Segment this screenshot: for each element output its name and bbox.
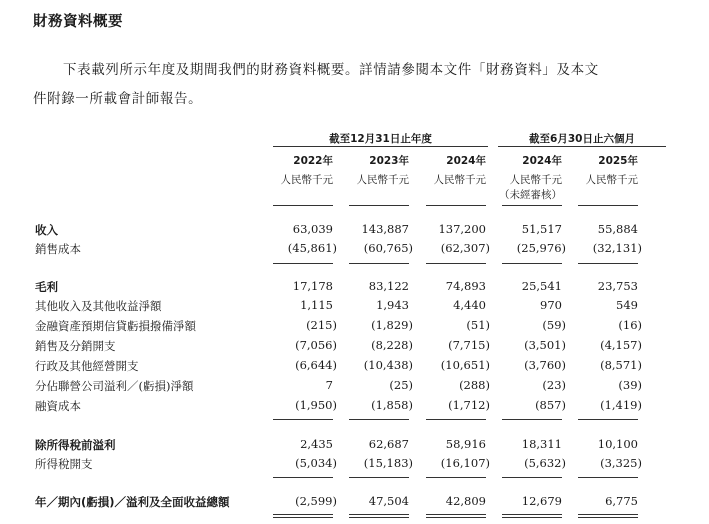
cell: (25) xyxy=(389,378,413,392)
cell: (3,501) xyxy=(524,338,566,352)
row-label-cost-of-sales: 銷售成本 xyxy=(35,242,81,256)
row-label-share-of-associates: 分佔聯營公司溢利／(虧損)淨額 xyxy=(35,379,194,393)
col-underline xyxy=(273,205,333,206)
cell: (3,325) xyxy=(600,456,642,470)
cell: (32,131) xyxy=(592,241,642,255)
cell: (5,034) xyxy=(295,456,337,470)
cell: (1,858) xyxy=(371,398,413,412)
cell: (5,632) xyxy=(524,456,566,470)
cell: 4,440 xyxy=(453,298,486,312)
cell: (2,599) xyxy=(295,494,337,508)
cell: (857) xyxy=(535,398,566,412)
cell: 23,753 xyxy=(597,279,638,293)
cell: (288) xyxy=(459,378,490,392)
cell: (15,183) xyxy=(363,456,413,470)
group-header-annual: 截至12月31日止年度 xyxy=(329,133,432,145)
group-underline-interim xyxy=(498,146,666,147)
cell: (10,651) xyxy=(440,358,490,372)
row-label-revenue: 收入 xyxy=(35,223,58,237)
cell: 55,884 xyxy=(597,222,638,236)
cell: (1,712) xyxy=(448,398,490,412)
cell: (39) xyxy=(618,378,642,392)
cell: (7,715) xyxy=(448,338,490,352)
intro-paragraph xyxy=(33,56,663,114)
cell: 47,504 xyxy=(368,494,409,508)
subtotal-rule xyxy=(349,419,409,420)
subtotal-rule xyxy=(349,477,409,478)
cell: 51,517 xyxy=(521,222,562,236)
col-year: 2025年 xyxy=(598,155,638,167)
cell: (3,760) xyxy=(524,358,566,372)
cell: (6,644) xyxy=(295,358,337,372)
intro-line-1: 下表載列所示年度及期間我們的財務資料概要。詳情請參閱本文件「財務資料」及本文 xyxy=(63,62,599,78)
cell: 25,541 xyxy=(521,279,562,293)
cell: 549 xyxy=(616,298,638,312)
cell: (10,438) xyxy=(363,358,413,372)
cell: (8,228) xyxy=(371,338,413,352)
col-unit: 人民幣千元 xyxy=(280,174,333,186)
col-underline xyxy=(426,205,486,206)
row-label-gross-profit: 毛利 xyxy=(35,280,58,294)
total-double-rule xyxy=(578,514,638,518)
subtotal-rule xyxy=(578,477,638,478)
cell: 10,100 xyxy=(597,437,638,451)
group-underline-annual xyxy=(273,146,488,147)
cell: (59) xyxy=(542,318,566,332)
cell: 1,115 xyxy=(300,298,333,312)
subtotal-rule xyxy=(426,419,486,420)
subtotal-rule xyxy=(502,263,562,264)
cell: (45,861) xyxy=(287,241,337,255)
cell: (60,765) xyxy=(363,241,413,255)
cell: (8,571) xyxy=(600,358,642,372)
total-double-rule xyxy=(273,514,333,518)
col-unit: 人民幣千元 xyxy=(509,174,562,186)
col-unit: 人民幣千元 xyxy=(585,174,638,186)
cell: 12,679 xyxy=(521,494,562,508)
cell: 63,039 xyxy=(292,222,333,236)
row-label-ecl-allowance: 金融資產預期信貸虧損撥備淨額 xyxy=(35,319,196,333)
cell: 62,687 xyxy=(368,437,409,451)
total-double-rule xyxy=(349,514,409,518)
cell: (62,307) xyxy=(440,241,490,255)
subtotal-rule xyxy=(502,477,562,478)
section-title: 財務資料概要 xyxy=(33,14,123,30)
cell: 17,178 xyxy=(292,279,333,293)
cell: (1,829) xyxy=(371,318,413,332)
cell: 42,809 xyxy=(445,494,486,508)
cell: (215) xyxy=(306,318,337,332)
row-label-admin-expenses: 行政及其他經營開支 xyxy=(35,359,139,373)
cell: 74,893 xyxy=(445,279,486,293)
row-label-other-income: 其他收入及其他收益淨額 xyxy=(35,299,162,313)
total-double-rule xyxy=(426,514,486,518)
intro-line-2: 件附錄一所載會計師報告。 xyxy=(33,91,203,107)
total-double-rule xyxy=(502,514,562,518)
cell: 7 xyxy=(325,378,333,392)
row-label-finance-costs: 融資成本 xyxy=(35,399,81,413)
cell: 2,435 xyxy=(300,437,333,451)
cell: 6,775 xyxy=(605,494,638,508)
col-unit: 人民幣千元 xyxy=(356,174,409,186)
col-underline xyxy=(578,205,638,206)
cell: 1,943 xyxy=(376,298,409,312)
subtotal-rule xyxy=(273,263,333,264)
col-unaudited-note: （未經審核） xyxy=(499,189,562,201)
col-unit: 人民幣千元 xyxy=(433,174,486,186)
subtotal-rule xyxy=(273,477,333,478)
subtotal-rule xyxy=(578,419,638,420)
subtotal-rule xyxy=(273,419,333,420)
cell: (25,976) xyxy=(516,241,566,255)
subtotal-rule xyxy=(349,263,409,264)
cell: (1,419) xyxy=(600,398,642,412)
cell: (1,950) xyxy=(295,398,337,412)
cell: (16,107) xyxy=(440,456,490,470)
col-year: 2023年 xyxy=(369,155,409,167)
col-year: 2024年 xyxy=(522,155,562,167)
row-label-profit-before-tax: 除所得稅前溢利 xyxy=(35,438,116,452)
cell: 143,887 xyxy=(361,222,409,236)
cell: 970 xyxy=(540,298,562,312)
group-header-interim: 截至6月30日止六個月 xyxy=(529,133,635,145)
cell: (4,157) xyxy=(600,338,642,352)
cell: 137,200 xyxy=(438,222,486,236)
cell: 83,122 xyxy=(368,279,409,293)
col-year: 2024年 xyxy=(446,155,486,167)
col-year: 2022年 xyxy=(293,155,333,167)
cell: 18,311 xyxy=(521,437,562,451)
subtotal-rule xyxy=(502,419,562,420)
col-underline xyxy=(349,205,409,206)
subtotal-rule xyxy=(578,263,638,264)
cell: (7,056) xyxy=(295,338,337,352)
row-label-income-tax: 所得稅開支 xyxy=(35,457,93,471)
row-label-selling-expenses: 銷售及分銷開支 xyxy=(35,339,116,353)
cell: 58,916 xyxy=(445,437,486,451)
cell: (23) xyxy=(542,378,566,392)
cell: (16) xyxy=(618,318,642,332)
col-underline xyxy=(502,205,562,206)
row-label-total-comprehensive-income: 年／期內(虧損)／溢利及全面收益總額 xyxy=(35,495,230,509)
subtotal-rule xyxy=(426,263,486,264)
subtotal-rule xyxy=(426,477,486,478)
cell: (51) xyxy=(466,318,490,332)
